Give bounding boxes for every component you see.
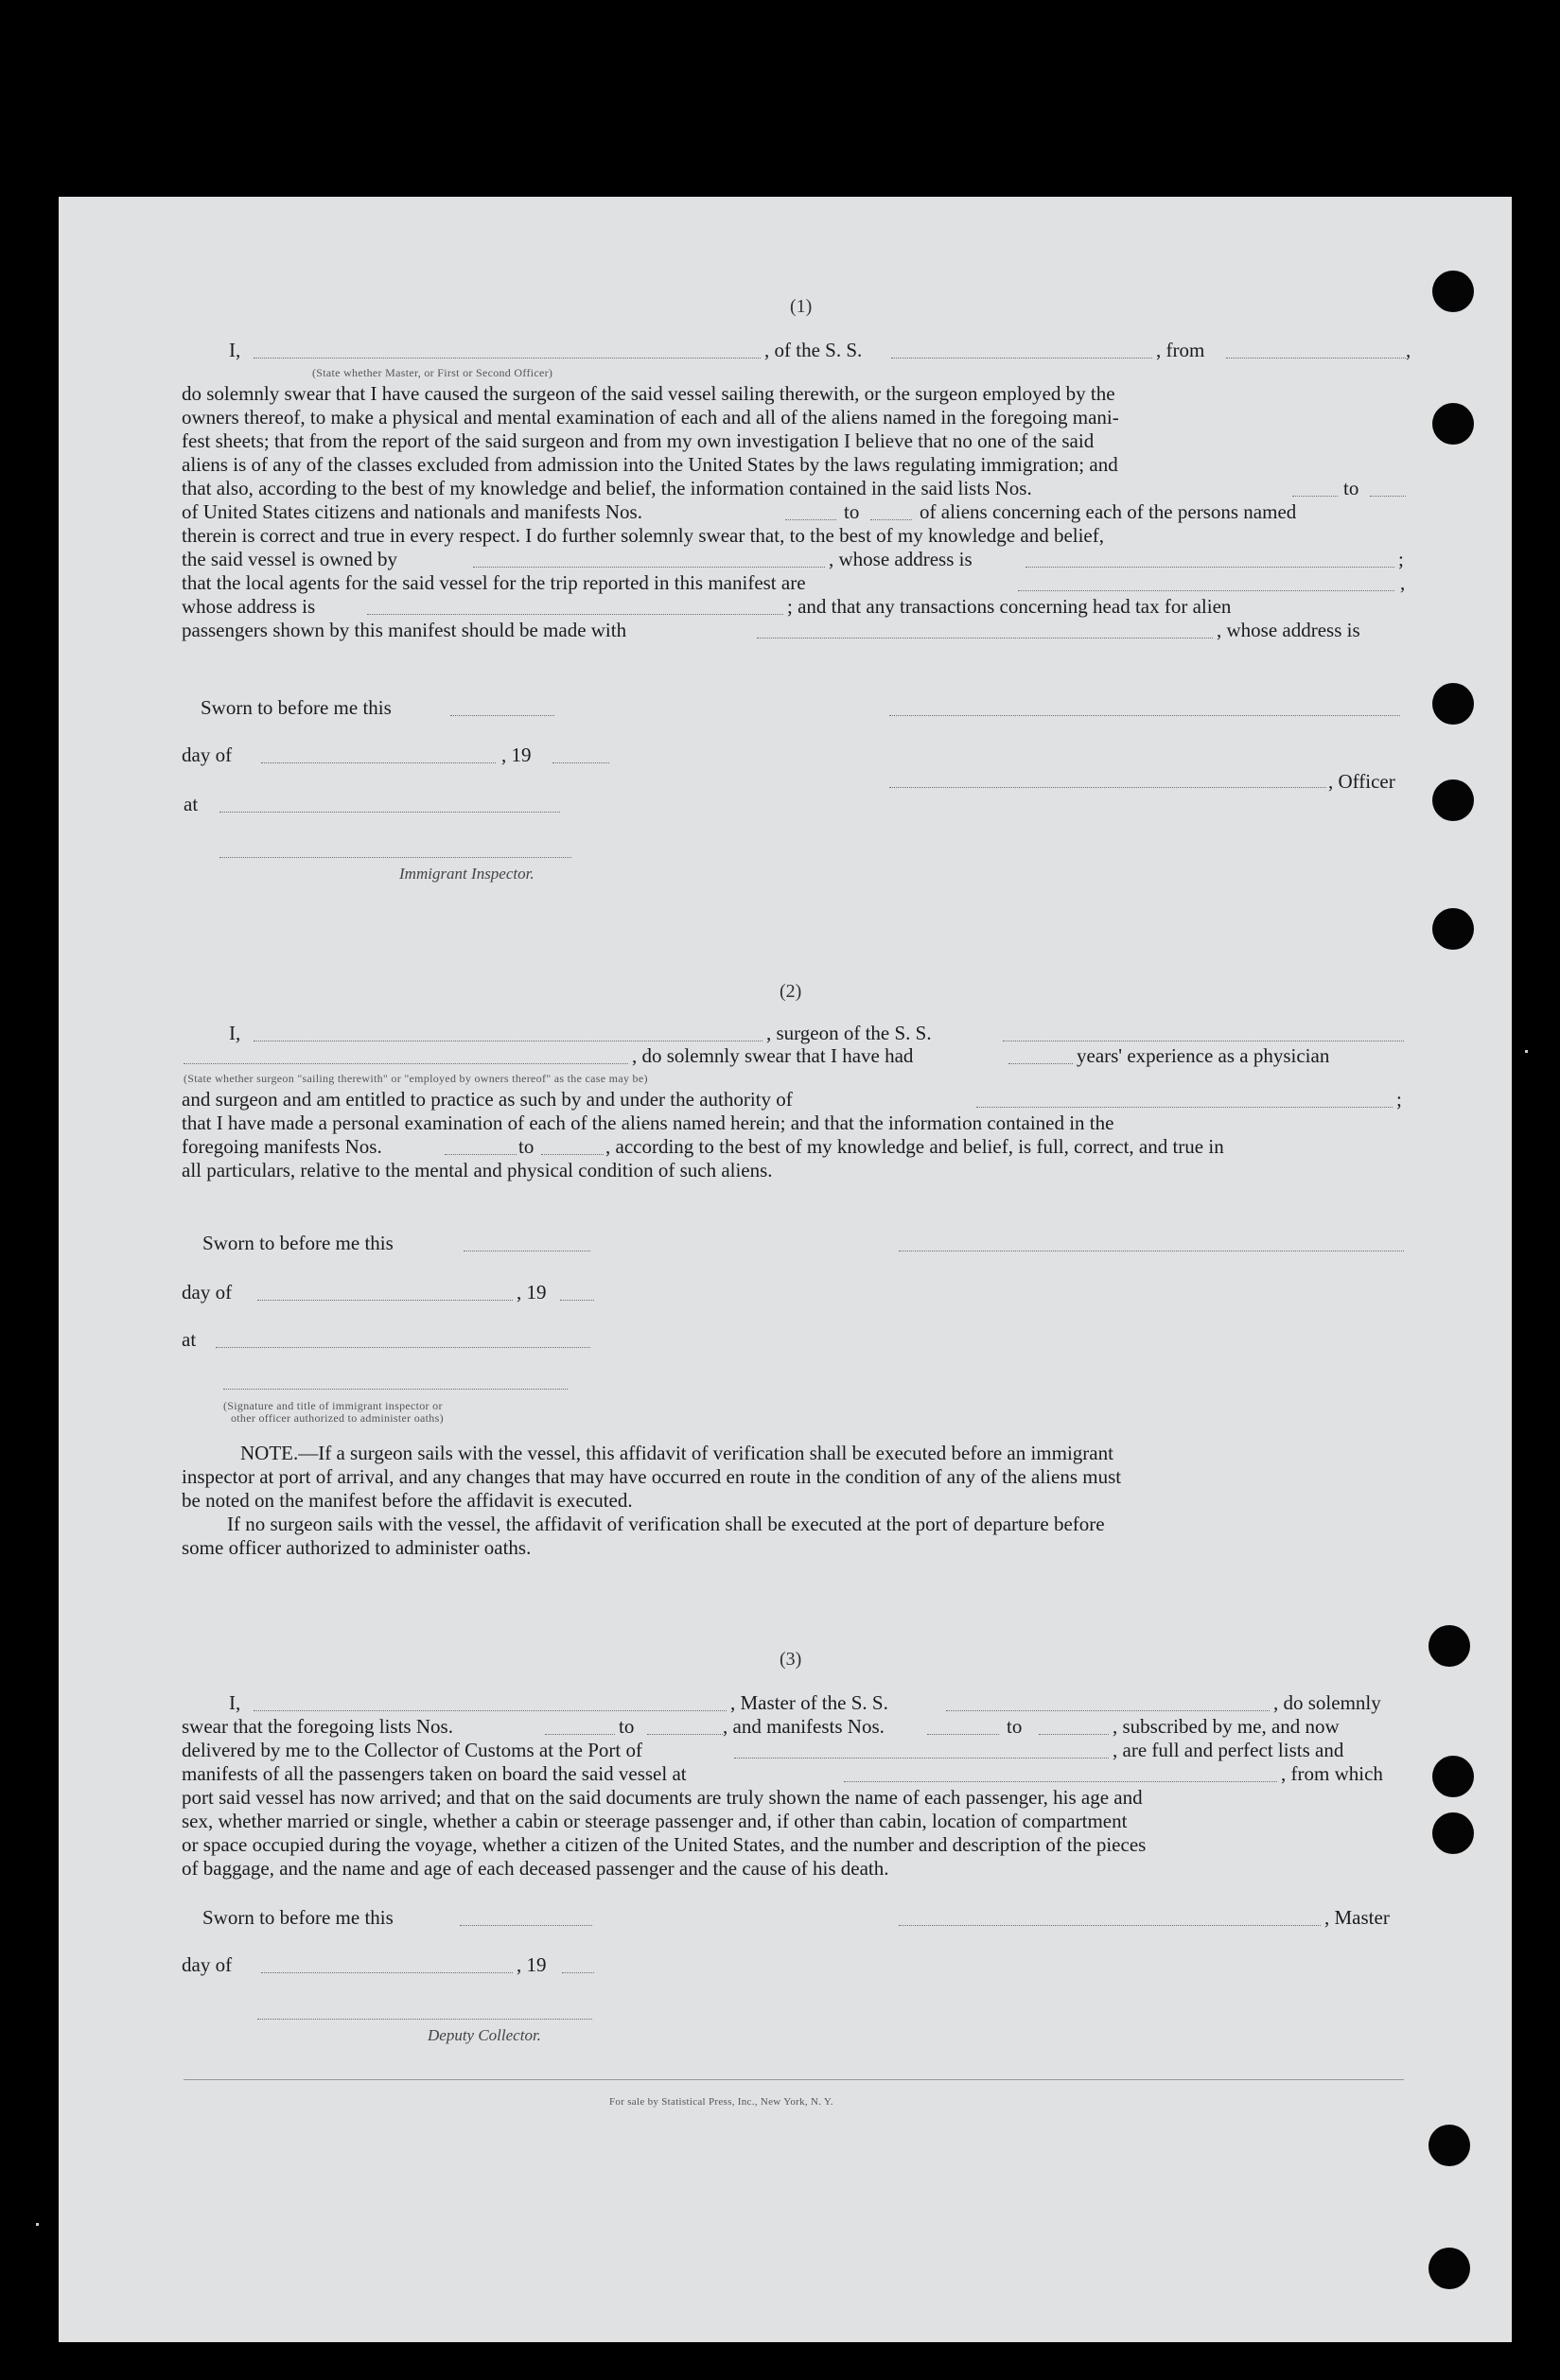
s1-lists-from-field[interactable]	[1292, 496, 1338, 497]
s3-line1c: , do solemnly	[1273, 1691, 1381, 1714]
s1-line1-i: I,	[229, 339, 241, 361]
s3-ship-name-field[interactable]	[946, 1710, 1270, 1711]
s2-note-line: inspector at port of arrival, and any changes that may have occurred en route in the condition of any of the aliens must	[182, 1465, 1122, 1488]
s2-year-label: , 19	[517, 1281, 547, 1304]
s1-line10a: whose address is	[182, 595, 316, 618]
s1-from-port-field[interactable]	[1226, 358, 1406, 359]
s1-agents-address-field[interactable]	[367, 614, 783, 615]
s3-body-line: port said vessel has now arrived; and that on the said documents are truly shown the name of each passenger, his age and	[182, 1786, 1143, 1809]
s1-line7: therein is correct and true in every respect. I do further solemnly swear that, to the best of my knowledge and belief,	[182, 524, 1104, 547]
s2-line2b: years' experience as a physician	[1077, 1044, 1330, 1067]
section2-number: (2)	[780, 981, 802, 1002]
s1-manifests-from-field[interactable]	[785, 519, 836, 520]
s2-years-field[interactable]	[1008, 1063, 1073, 1064]
s1-line8b: , whose address is	[829, 548, 973, 570]
punch-hole	[1429, 1625, 1470, 1667]
s2-note-line: If no surgeon sails with the vessel, the affidavit of verification shall be executed at the port of departure before	[227, 1513, 1105, 1535]
s1-month-field[interactable]	[261, 762, 496, 763]
s3-line4b: , from which	[1281, 1762, 1383, 1785]
s1-line1-ss: , of the S. S.	[764, 339, 863, 361]
s1-sworn-day-field[interactable]	[450, 715, 554, 716]
s1-line5b: to	[1343, 477, 1359, 499]
s3-day-of-label: day of	[182, 1953, 233, 1976]
s1-lists-to-field[interactable]	[1370, 496, 1406, 497]
s2-note-line: be noted on the manifest before the affidavit is executed.	[182, 1489, 633, 1512]
scan-speck	[1525, 1050, 1528, 1053]
s2-line1a: I,	[229, 1022, 241, 1044]
s3-port-field[interactable]	[734, 1758, 1109, 1759]
s3-master-signature-field[interactable]	[899, 1925, 1321, 1926]
s2-surgeon-caption: (State whether surgeon "sailing therewith" or "employed by owners thereof" as the case may be)	[184, 1072, 648, 1085]
s1-owner-field[interactable]	[473, 567, 825, 568]
s1-body-line: do solemnly swear that I have caused the surgeon of the said vessel sailing therewith, or the surgeon employed by the	[182, 382, 1115, 405]
s3-collector-label: Deputy Collector.	[428, 2026, 541, 2044]
s3-sworn-label: Sworn to before me this	[202, 1906, 394, 1929]
s3-line2c: , and manifests Nos.	[723, 1715, 885, 1738]
s2-note-line: NOTE.—If a surgeon sails with the vessel, this affidavit of verification shall be executed before an immigrant	[240, 1442, 1113, 1464]
s1-line5a: that also, according to the best of my knowledge and belief, the information contained in the said lists Nos.	[182, 477, 1032, 499]
s2-sig-caption-1: (Signature and title of immigrant inspector or	[223, 1399, 443, 1412]
s1-line6c: of aliens concerning each of the persons named	[920, 500, 1297, 523]
s2-year-field[interactable]	[560, 1300, 594, 1301]
s1-officer-label: , Officer	[1328, 770, 1395, 793]
s2-line5a: foregoing manifests Nos.	[182, 1135, 382, 1158]
s2-note-line: some officer authorized to administer oaths.	[182, 1536, 532, 1559]
s1-sworn-label: Sworn to before me this	[201, 696, 392, 719]
printer-footer: For sale by Statistical Press, Inc., New York, N. Y.	[609, 2096, 833, 2108]
punch-hole	[1429, 2125, 1470, 2166]
s3-line2d: to	[1007, 1715, 1023, 1738]
section3-number: (3)	[780, 1649, 802, 1670]
punch-hole	[1432, 683, 1474, 725]
s1-line8a: the said vessel is owned by	[182, 548, 398, 570]
s3-lists-to-field[interactable]	[647, 1734, 723, 1735]
s1-at-label: at	[184, 793, 199, 815]
s3-month-field[interactable]	[261, 1972, 513, 1973]
s2-at-field[interactable]	[216, 1347, 590, 1348]
s1-year-label: , 19	[501, 744, 532, 766]
s3-collector-signature-field[interactable]	[257, 2019, 592, 2020]
s3-lists-from-field[interactable]	[545, 1734, 615, 1735]
s3-master-label: , Master	[1324, 1906, 1390, 1929]
s2-month-field[interactable]	[257, 1300, 513, 1301]
s2-sig-caption-2: other officer authorized to administer oaths)	[231, 1411, 444, 1425]
punch-hole	[1432, 908, 1474, 950]
s1-line9b: ,	[1400, 571, 1406, 594]
s2-at-label: at	[182, 1328, 197, 1351]
s1-sworn-blank-right[interactable]	[889, 715, 1400, 716]
s3-body-line: sex, whether married or single, whether a cabin or steerage passenger and, if other than cabin, location of compartment	[182, 1810, 1128, 1832]
s1-body-line: owners thereof, to make a physical and mental examination of each and all of the aliens named in the foregoing mani-	[182, 406, 1119, 429]
s1-officer-signature-field[interactable]	[889, 787, 1326, 788]
s2-line4: that I have made a personal examination of each of the aliens named herein; and that the information contained in the	[182, 1111, 1114, 1134]
s3-departure-port-field[interactable]	[844, 1781, 1277, 1782]
s1-line11a: passengers shown by this manifest should be made with	[182, 619, 627, 641]
s1-line8c: ;	[1398, 548, 1404, 570]
s1-manifests-to-field[interactable]	[870, 519, 912, 520]
s2-manifests-to-field[interactable]	[541, 1154, 604, 1155]
s2-line3b: ;	[1396, 1088, 1402, 1111]
s2-inspector-signature-field[interactable]	[223, 1389, 568, 1390]
s3-year-field[interactable]	[562, 1972, 594, 1973]
s3-line4a: manifests of all the passengers taken on board the said vessel at	[182, 1762, 687, 1785]
s2-authority-field[interactable]	[976, 1107, 1393, 1108]
s2-manifests-from-field[interactable]	[445, 1154, 517, 1155]
s2-line3a: and surgeon and am entitled to practice as such by and under the authority of	[182, 1088, 793, 1111]
punch-hole	[1432, 1756, 1474, 1797]
s1-line1-end: ,	[1406, 339, 1411, 361]
s1-line10b: ; and that any transactions concerning head tax for alien	[787, 595, 1232, 618]
punch-hole	[1432, 403, 1474, 445]
punch-hole	[1432, 1812, 1474, 1854]
s1-body-line: fest sheets; that from the report of the said surgeon and from my own investigation I believe that no one of the said	[182, 429, 1095, 452]
section1-number: (1)	[790, 296, 813, 317]
s2-line5b: to	[518, 1135, 535, 1158]
s1-line9a: that the local agents for the said vessel for the trip reported in this manifest are	[182, 571, 806, 594]
punch-hole	[1429, 2248, 1470, 2289]
s3-body-line: of baggage, and the name and age of each deceased passenger and the cause of his death.	[182, 1857, 889, 1880]
s1-line1-from: , from	[1156, 339, 1205, 361]
s1-officer-caption: (State whether Master, or First or Second Officer)	[312, 366, 553, 379]
s3-sworn-day-field[interactable]	[460, 1925, 592, 1926]
scan-speck	[36, 2223, 39, 2226]
s3-line3a: delivered by me to the Collector of Customs at the Port of	[182, 1739, 642, 1761]
s1-agents-field[interactable]	[1018, 590, 1394, 591]
s1-line6b: to	[844, 500, 860, 523]
s2-line5c: , according to the best of my knowledge and belief, is full, correct, and true in	[605, 1135, 1224, 1158]
s1-ship-name-field[interactable]	[891, 358, 1152, 359]
s1-inspector-label: Immigrant Inspector.	[399, 865, 535, 883]
s3-line1b: , Master of the S. S.	[730, 1691, 888, 1714]
s2-surgeon-status-field[interactable]	[184, 1063, 628, 1064]
s1-line6a: of United States citizens and nationals and manifests Nos.	[182, 500, 642, 523]
s1-inspector-signature-field[interactable]	[219, 857, 571, 858]
s1-year-field[interactable]	[552, 762, 609, 763]
s1-officer-name-field[interactable]	[254, 358, 761, 359]
s3-line2e: , subscribed by me, and now	[1113, 1715, 1340, 1738]
s1-headtax-party-field[interactable]	[757, 638, 1213, 639]
s3-master-name-field[interactable]	[254, 1710, 727, 1711]
s2-line2a: , do solemnly swear that I have had	[632, 1044, 914, 1067]
s3-manifests-from-field[interactable]	[927, 1734, 999, 1735]
s1-owner-address-field[interactable]	[1025, 567, 1394, 568]
s2-line6: all particulars, relative to the mental and physical condition of such aliens.	[182, 1159, 773, 1181]
punch-hole	[1432, 271, 1474, 312]
s3-manifests-to-field[interactable]	[1039, 1734, 1109, 1735]
s3-line2b: to	[619, 1715, 635, 1738]
s3-year-label: , 19	[517, 1953, 547, 1976]
s3-body-line: or space occupied during the voyage, whether a citizen of the United States, and the number and description of the pieces	[182, 1833, 1147, 1856]
s2-sworn-label: Sworn to before me this	[202, 1232, 394, 1254]
s3-line2a: swear that the foregoing lists Nos.	[182, 1715, 453, 1738]
s1-line11b: , whose address is	[1217, 619, 1360, 641]
s1-day-of-label: day of	[182, 744, 233, 766]
s1-at-field[interactable]	[219, 812, 560, 813]
s3-line1a: I,	[229, 1691, 241, 1714]
s3-line3b: , are full and perfect lists and	[1113, 1739, 1344, 1761]
punch-hole	[1432, 779, 1474, 821]
s2-day-of-label: day of	[182, 1281, 233, 1304]
s2-line1b: , surgeon of the S. S.	[766, 1022, 932, 1044]
s1-body-line: aliens is of any of the classes excluded from admission into the United States by the laws regulating immigration; and	[182, 453, 1118, 476]
footer-rule	[184, 2079, 1404, 2080]
